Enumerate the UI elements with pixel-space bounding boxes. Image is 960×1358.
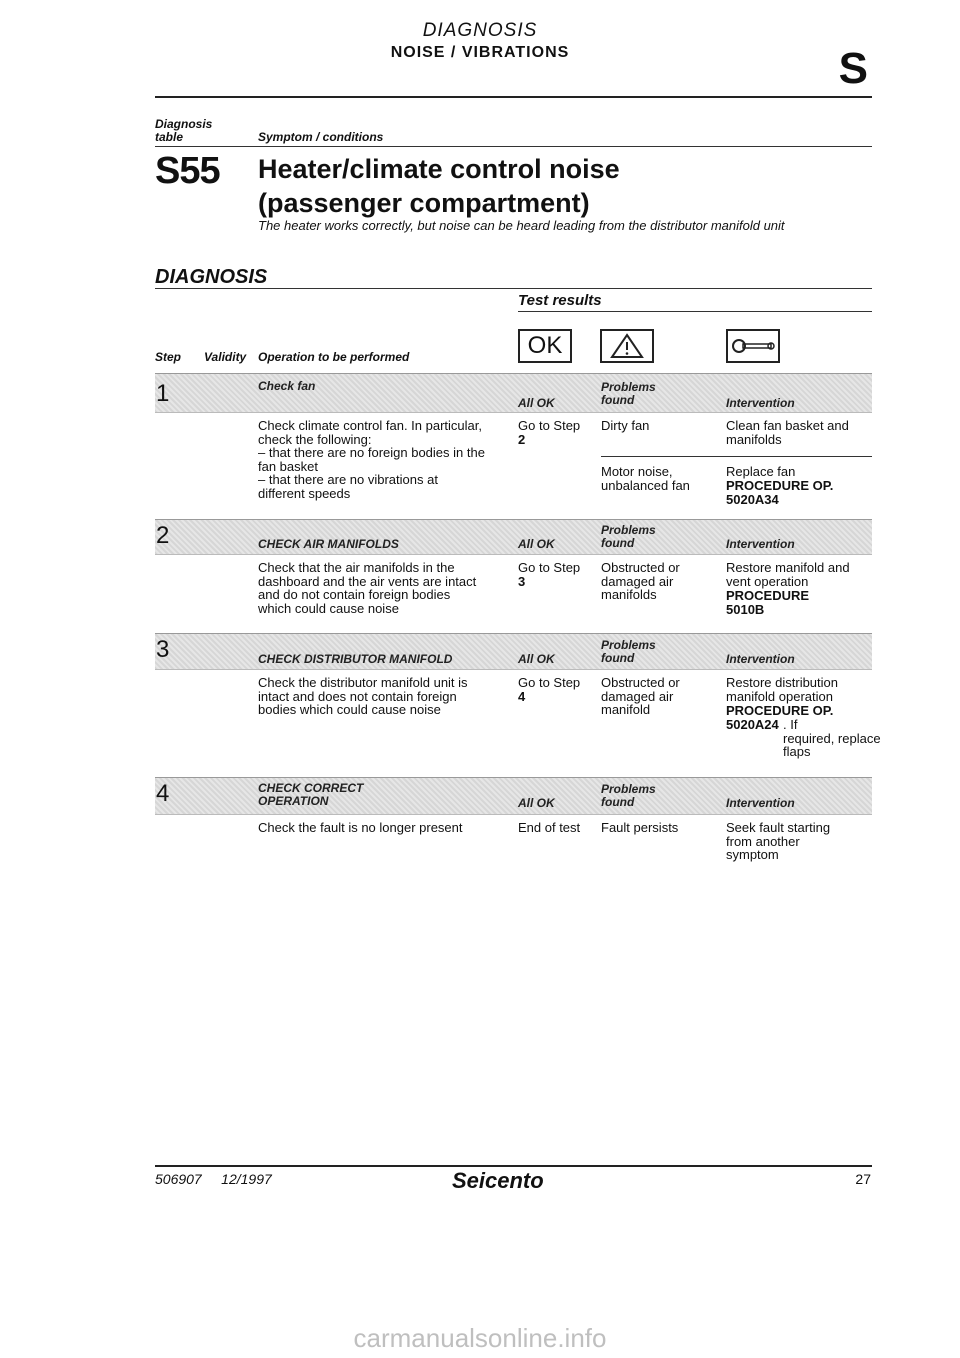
watermark: carmanualsonline.info [353, 1323, 607, 1353]
ok-icon [518, 329, 572, 363]
intervention-label: Intervention [726, 537, 795, 551]
diagnosis-table-label: Diagnosis table [155, 117, 213, 144]
footer-rule [155, 1165, 872, 1167]
col-step: Step [155, 350, 182, 364]
ok-result: Go to Step [518, 675, 581, 690]
ok-step: 4 [518, 689, 526, 704]
wrench-icon [726, 329, 780, 363]
step-number: 3 [156, 636, 170, 663]
page-number: 27 [855, 1171, 871, 1187]
intervention-text: Restore manifold and vent operation [726, 560, 850, 589]
problem-text: Obstructed or damaged air manifold [601, 675, 680, 717]
ok-icon-label: OK [527, 332, 563, 359]
step-number: 1 [156, 380, 170, 407]
problems-found-label: Problems found [601, 523, 656, 550]
step-title: CHECK DISTRIBUTOR MANIFOLD [258, 652, 453, 666]
diagnosis-heading: DIAGNOSIS [155, 266, 268, 288]
row-divider [601, 456, 872, 457]
doc-number: 506907 12/1997 [155, 1171, 272, 1187]
procedure-ref: PROCEDURE OP. 5020A24 [726, 703, 834, 732]
step-title: CHECK AIR MANIFOLDS [258, 537, 399, 551]
col-operation: Operation to be performed [258, 350, 410, 364]
ok-step: 2 [518, 432, 526, 447]
procedure-ref: PROCEDURE 5010B [726, 588, 810, 617]
operation-text: Check that the air manifolds in the dashboard and the air vents are intact and do not contain foreign bodies which could cause noise [258, 560, 477, 616]
symptom-code: S55 [155, 150, 220, 192]
ok-result: Go to Step [518, 418, 581, 433]
col-validity: Validity [204, 350, 247, 364]
operation-text: Check the fault is no longer present [258, 820, 463, 835]
all-ok-label: All OK [518, 796, 555, 810]
operation-text: Check the distributor manifold unit is intact and does not contain foreign bodies which could cause noise [258, 675, 468, 717]
intervention-label: Intervention [726, 396, 795, 410]
intervention-label: Intervention [726, 796, 795, 810]
warning-triangle-icon [600, 329, 654, 363]
procedure-ref: PROCEDURE OP. 5020A34 [726, 478, 834, 507]
test-results-rule [518, 311, 872, 312]
intervention-tail: . If required, replace flaps [783, 717, 881, 759]
intervention-text: Restore distribution manifold operation [726, 675, 838, 704]
problem-text: Fault persists [601, 820, 679, 835]
symptom-title: Heater/climate control noise (passenger compartment) [258, 154, 620, 218]
all-ok-label: All OK [518, 537, 555, 551]
step-title: Check fan [258, 379, 316, 393]
step-number: 4 [156, 780, 170, 807]
brand-logo: Seicento [452, 1168, 544, 1193]
header-rule [155, 96, 872, 98]
symptom-conditions-label: Symptom / conditions [258, 130, 384, 144]
problem-text: Obstructed or damaged air manifolds [601, 560, 680, 602]
intervention-text: Seek fault starting from another symptom [726, 820, 831, 862]
ok-step: 3 [518, 574, 526, 589]
problems-found-label: Problems found [601, 782, 656, 809]
ok-result: End of test [518, 820, 581, 835]
label-rule [155, 146, 872, 147]
problems-found-label: Problems found [601, 638, 656, 665]
section-letter: S [838, 44, 868, 93]
subsection-title: NOISE / VIBRATIONS [390, 44, 570, 61]
operation-text: Check climate control fan. In particular, check the following: – that there are no foreign bodies in the fan basket – that there are no vibrations at different speeds [258, 418, 485, 501]
all-ok-label: All OK [518, 652, 555, 666]
ok-result: Go to Step [518, 560, 581, 575]
all-ok-label: All OK [518, 396, 555, 410]
symptom-description: The heater works correctly, but noise can be heard leading from the distributor manifold unit [258, 218, 785, 233]
test-results-label: Test results [518, 292, 602, 309]
intervention-text: Clean fan basket and manifolds [726, 418, 849, 447]
step-number: 2 [156, 522, 170, 549]
section-title: DIAGNOSIS [422, 20, 538, 41]
diagnosis-rule [155, 288, 872, 289]
problem-text: Motor noise, unbalanced fan [601, 464, 690, 493]
problems-found-label: Problems found [601, 380, 656, 407]
intervention-label: Intervention [726, 652, 795, 666]
intervention-text: Replace fan [726, 464, 796, 479]
problem-text: Dirty fan [601, 418, 650, 433]
step-title: CHECK CORRECT OPERATION [258, 781, 364, 808]
